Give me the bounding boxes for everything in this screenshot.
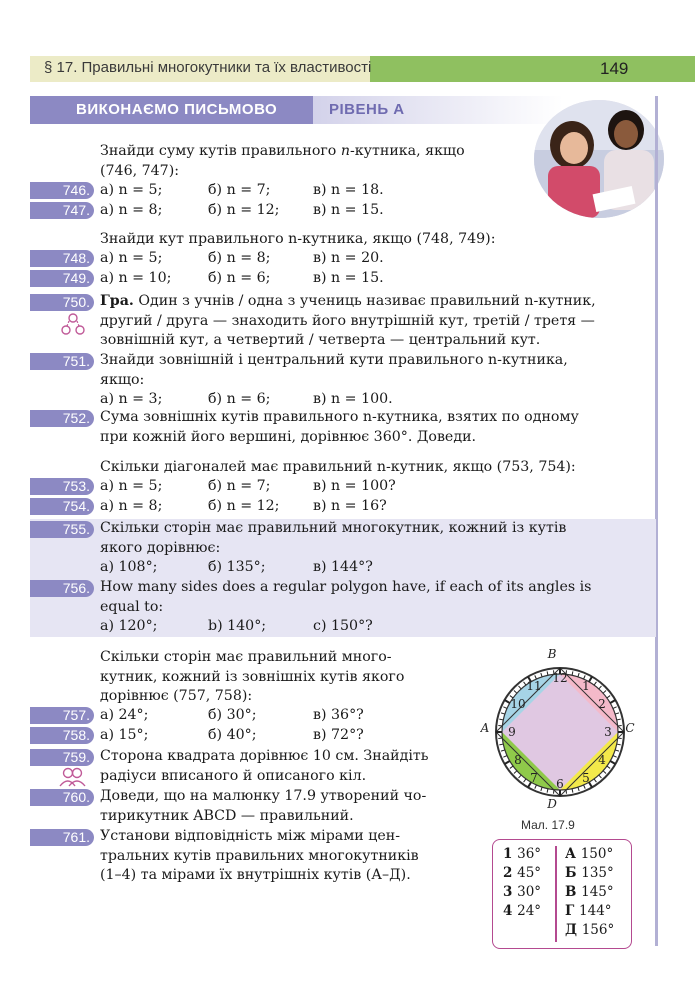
option-c: в) 36°? [313, 707, 364, 723]
figure-caption: Мал. 17.9 [521, 818, 575, 832]
clock-10: 10 [510, 697, 526, 711]
problem-751-text: Знайди зовнішній і центральний кути правильного n-кутника, якщо: [100, 352, 568, 388]
problem-number: 750. [30, 294, 94, 311]
option-b: б) n = 6; [208, 270, 271, 286]
option-a: а) n = 5; [100, 478, 163, 494]
problem-number: 755. [30, 521, 94, 538]
table-divider [555, 846, 557, 942]
table-row: Д 156° [565, 922, 615, 938]
option-b: б) 30°; [208, 707, 257, 723]
option-c: в) n = 16? [313, 498, 387, 514]
table-row: 1 36° [503, 846, 542, 862]
intro-757-758: Скільки сторін має правильний много- кутник, кожний із зовнішніх кутів якого дорівнює (757, 758): [100, 649, 405, 704]
option-c: в) n = 100? [313, 478, 396, 494]
problem-number: 757. [30, 707, 94, 724]
clock-figure [480, 642, 640, 812]
section-title: § 17. Правильні многокутники та їх властивості [44, 59, 372, 76]
banner-left [30, 96, 318, 124]
option-a: а) 24°; [100, 707, 149, 723]
point-A: A [480, 721, 490, 735]
clock-3: 3 [604, 725, 612, 739]
matching-table [492, 839, 632, 949]
problem-number: 756. [30, 580, 94, 597]
option-a: а) n = 8; [100, 498, 163, 514]
group-work-icon [58, 312, 88, 342]
problem-760-text: Доведи, що на малюнку 17.9 утворений чо- тирикутник ABCD — правильний. [100, 788, 427, 824]
clock-4: 4 [598, 753, 606, 767]
problem-number: 761. [30, 829, 94, 846]
clock-2: 2 [598, 697, 606, 711]
option-a: а) n = 8; [100, 202, 163, 218]
option-c: в) 144°? [313, 559, 373, 575]
problem-750-text: Гра. Один з учнів / одна з учениць називає правильний n-кутник, другий / друга — знаходить його внутрішній кут, третій / третя — зовнішній кут, а четвертий / четверта — центральний кут. [100, 293, 596, 348]
page-header [30, 56, 695, 82]
problem-759-text: Сторона квадрата дорівнює 10 см. Знайдіть радіуси вписаного й описаного кіл. [100, 748, 429, 784]
option-c: в) n = 100. [313, 391, 393, 407]
option-b: б) n = 12; [208, 498, 280, 514]
option-a: a) 120°; [100, 618, 158, 634]
option-c: в) n = 15. [313, 270, 384, 286]
table-row: Б 135° [565, 865, 614, 881]
clock-8: 8 [514, 753, 522, 767]
table-row: 2 45° [503, 865, 542, 881]
problem-number: 751. [30, 353, 94, 370]
problem-755-text: Скільки сторін має правильний многокутник, кожний із кутів якого дорівнює: [100, 520, 567, 556]
point-B: B [547, 647, 557, 661]
option-c: в) n = 15. [313, 202, 384, 218]
problem-752-text: Сума зовнішніх кутів правильного n-кутника, взятих по одному при кожній його вершині, дорівнює 360°. Доведи. [100, 409, 579, 445]
table-row: Г 144° [565, 903, 612, 919]
clock-7: 7 [530, 771, 538, 785]
table-row: 4 24° [503, 903, 542, 919]
banner-right [313, 96, 563, 124]
intro-753-754: Скільки діагоналей має правильний n-кутник, якщо (753, 754): [100, 459, 576, 475]
option-a: а) 15°; [100, 727, 149, 743]
option-c: c) 150°? [313, 618, 373, 634]
page-number: 149 [600, 59, 629, 78]
problem-756-text: How many sides does a regular polygon have, if each of its angles is equal to: [100, 579, 592, 615]
banner-right-label: РІВЕНЬ А [329, 101, 405, 118]
problem-761-text: Установи відповідність між мірами цен- тральних кутів правильних многокутників (1–4) та мірами їх внутрішніх кутів (А–Д). [100, 828, 419, 883]
option-b: б) n = 12; [208, 202, 280, 218]
option-b: b) 140°; [208, 618, 267, 634]
problem-number: 749. [30, 270, 94, 287]
problem-number: 746. [30, 182, 94, 199]
table-row: В 145° [565, 884, 614, 900]
option-a: а) n = 10; [100, 270, 172, 286]
option-c: в) n = 20. [313, 250, 384, 266]
clock-5: 5 [582, 771, 590, 785]
problem-number: 754. [30, 498, 94, 515]
clock-9: 9 [508, 725, 516, 739]
intro-746-747: Знайди суму кутів правильного n-кутника, якщо (746, 747): [100, 143, 465, 179]
problem-number: 752. [30, 410, 94, 427]
option-c: в) 72°? [313, 727, 364, 743]
option-b: б) n = 8; [208, 250, 271, 266]
problem-number: 747. [30, 202, 94, 219]
banner-left-label: ВИКОНАЄМО ПИСЬМОВО [76, 101, 278, 118]
students-photo [534, 100, 664, 218]
problem-number: 748. [30, 250, 94, 267]
option-b: б) n = 7; [208, 478, 271, 494]
point-C: C [625, 721, 635, 735]
clock-1: 1 [582, 679, 590, 693]
intro-748-749: Знайди кут правильного n-кутника, якщо (748, 749): [100, 231, 496, 247]
option-c: в) n = 18. [313, 182, 384, 198]
problem-number: 759. [30, 749, 94, 766]
table-row: А 150° [565, 846, 614, 862]
clock-12: 12 [552, 671, 568, 685]
clock-6: 6 [556, 777, 564, 791]
option-b: б) 40°; [208, 727, 257, 743]
problem-number: 758. [30, 727, 94, 744]
pair-work-icon [58, 767, 88, 791]
table-row: 3 30° [503, 884, 542, 900]
problem-number: 760. [30, 789, 94, 806]
option-a: а) n = 3; [100, 391, 163, 407]
header-page-bar [370, 56, 695, 82]
problem-number: 753. [30, 478, 94, 495]
point-D: D [547, 797, 557, 811]
option-b: б) n = 7; [208, 182, 271, 198]
option-a: а) 108°; [100, 559, 158, 575]
clock-11: 11 [526, 679, 542, 693]
option-b: б) n = 6; [208, 391, 271, 407]
option-b: б) 135°; [208, 559, 266, 575]
option-a: а) n = 5; [100, 182, 163, 198]
option-a: а) n = 5; [100, 250, 163, 266]
